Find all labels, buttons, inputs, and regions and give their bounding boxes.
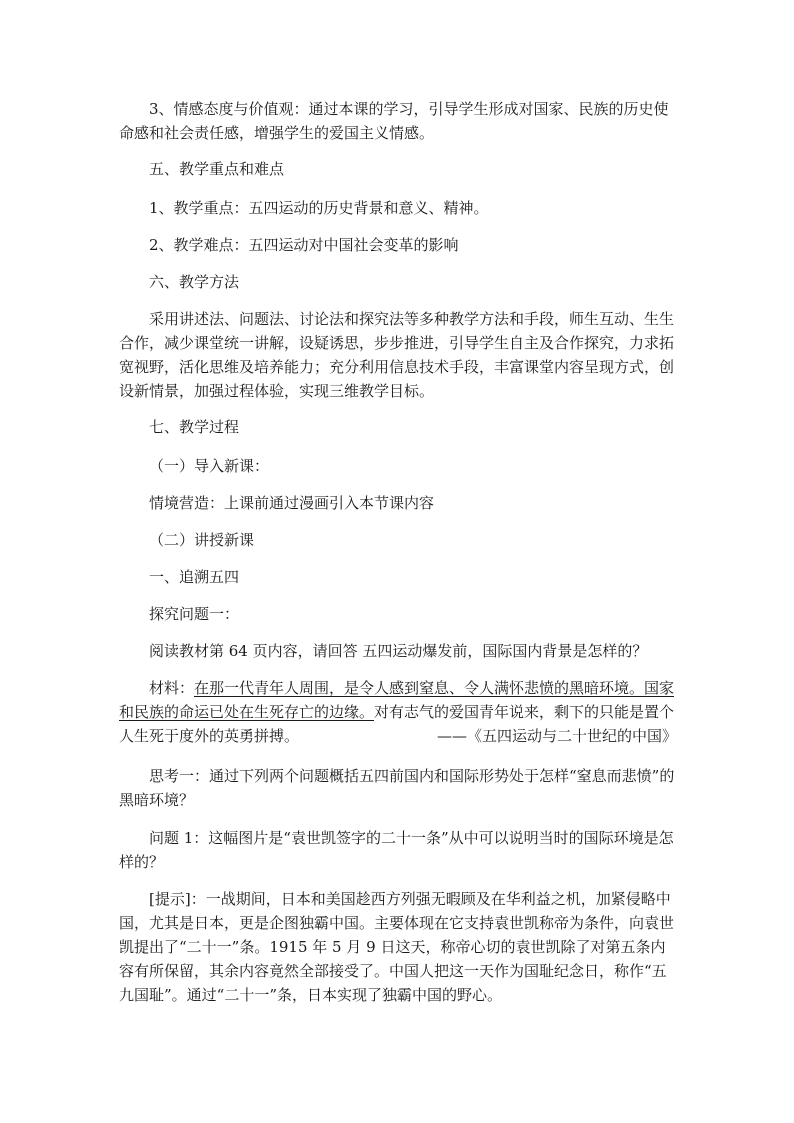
material-text: 对有志气的爱国青年说来，剩下的只能是置个人生死于度外的英勇拼搏。 bbox=[119, 703, 675, 745]
paragraph-difficult-point: 2、教学难点：五四运动对中国社会变革的影响 bbox=[149, 236, 459, 254]
heading-key-points: 五、教学重点和难点 bbox=[149, 160, 285, 178]
paragraph-question-1: 问题 1：这幅图片是“袁世凯签字的二十一条”从中可以说明当时的国际环境是怎样的？ bbox=[119, 829, 674, 871]
paragraph-scenario: 情境营造：上课前通过漫画引入本节课内容 bbox=[149, 494, 435, 512]
paragraph-key-point: 1、教学重点：五四运动的历史背景和意义、精神。 bbox=[149, 199, 489, 217]
paragraph-hint: [提示]：一战期间，日本和美国趁西方列强无暇顾及在华利益之机，加紧侵略中国，尤其是日本，更是企图独霸中国。主要体现在它支持袁世凯称帝为条件，向袁世凯提出了“二十一”条。1915 年 5 月 9 日这天，称帝心切的袁世凯除了对第五条内容有所保留，其余内容竟然全部接受了。中国人把这一天作为国耻纪念日，称作“五九国耻”。通过“二十一”条，日本实现了独霸中国的野心。 bbox=[119, 890, 675, 1004]
heading-teaching-process: 七、教学过程 bbox=[149, 418, 240, 436]
heading-new-lesson: （二）讲授新课 bbox=[149, 531, 255, 549]
paragraph-material bbox=[119, 676, 677, 748]
heading-intro: （一）导入新课： bbox=[149, 457, 270, 475]
paragraph-reading-question: 阅读教材第 64 页内容，请回答 五四运动爆发前，国际国内背景是怎样的？ bbox=[149, 642, 648, 660]
heading-teaching-methods: 六、教学方法 bbox=[149, 273, 240, 291]
material-label: 材料： bbox=[149, 679, 195, 697]
paragraph-emotional-goals: 3、情感态度与价值观：通过本课的学习，引导学生形成对国家、民族的历史使命感和社会责任感，增强学生的爱国主义情感。 bbox=[119, 100, 669, 142]
heading-inquiry-1: 探究问题一： bbox=[149, 605, 240, 623]
material-underlined-text: 在那一代青年人周围，是令人感到窒息、令人满怀悲愤的黑暗环境。国家和民族的命运已处在生死存亡的边缘。 bbox=[119, 679, 675, 721]
paragraph-thinking-1: 思考一：通过下列两个问题概括五四前国内和国际形势处于怎样“窒息而悲愤”的黑暗环境？ bbox=[119, 767, 675, 809]
material-source: ——《五四运动与二十世纪的中国》 bbox=[436, 727, 677, 745]
paragraph-teaching-methods: 采用讲述法、问题法、讨论法和探究法等多种教学方法和手段，师生互动、生生合作，减少课堂统一讲解，设疑诱思，步步推进，引导学生自主及合作探究，力求拓宽视野，活化思维及培养能力；充分利用信息技术手段，丰富课堂内容呈现方式，创设新情景，加强过程体验，实现三维教学目标。 bbox=[119, 310, 675, 400]
heading-trace-may-fourth: 一、追溯五四 bbox=[149, 568, 240, 586]
